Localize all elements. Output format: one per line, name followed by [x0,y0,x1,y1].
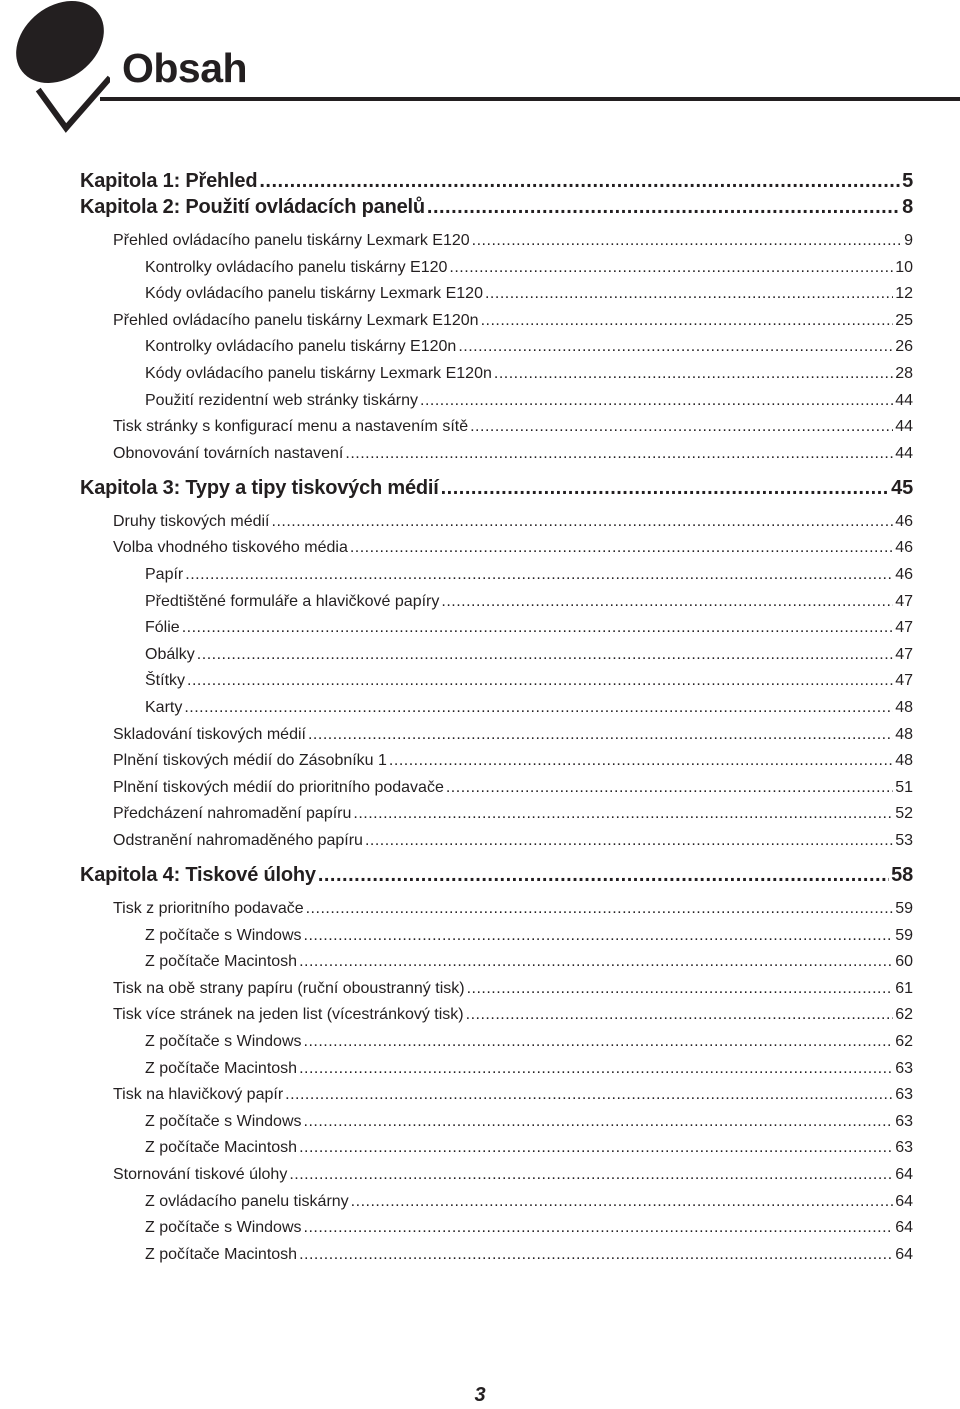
toc-entry-title: Kapitola 1: Přehled [80,170,258,192]
toc-item[interactable] [145,593,913,611]
page-title: Obsah [122,45,248,91]
toc-dot-leader [197,646,893,664]
toc-item[interactable] [113,779,913,797]
toc-item[interactable] [145,1193,913,1211]
toc-entry-page: 46 [895,512,913,530]
toc-item[interactable] [113,445,913,463]
toc-item[interactable] [145,365,913,383]
toc-entry-page: 47 [895,619,913,637]
toc-item[interactable] [145,1246,913,1264]
toc-item[interactable] [113,418,913,436]
toc-entry-title: Kapitola 4: Tiskové úlohy [80,864,316,886]
toc-entry-page: 64 [895,1192,913,1210]
toc-entry-title: Fólie [145,619,180,637]
toc-dot-leader [350,539,893,557]
toc-entry-title: Karty [145,699,183,716]
toc-dot-leader [289,1166,893,1184]
toc-entry-title: Kontrolky ovládacího panelu tiskárny E120n [145,338,457,356]
toc-dot-leader [304,1219,894,1237]
toc-item[interactable] [113,312,913,330]
toc-entry-page: 48 [895,725,913,743]
toc-item[interactable] [113,832,913,850]
toc-entry-title: Z počítače s Windows [145,926,302,944]
toc-entry-page: 9 [904,232,913,249]
toc-item[interactable] [145,338,913,356]
toc-item[interactable] [113,980,913,998]
toc-entry-title: Kódy ovládacího panelu tiskárny Lexmark E120n [145,365,492,382]
toc-entry-page: 28 [895,365,913,382]
toc-dot-leader [299,1060,893,1078]
toc-entry-title: Z počítače Macintosh [145,1245,298,1263]
toc-dot-leader [441,477,890,500]
toc-entry-title: Obálky [145,645,195,663]
toc-dot-leader [182,619,894,637]
toc-dot-leader [481,312,894,330]
toc-entry-title: Skladování tiskových médií [113,725,306,743]
toc-dot-leader [299,1139,893,1157]
toc-dot-leader [184,699,893,717]
toc-item[interactable] [113,805,913,823]
toc-chapter[interactable] [80,864,913,887]
toc-entry-page: 64 [895,1166,913,1183]
toc-dot-leader [345,445,893,463]
toc-entry-page: 59 [895,900,913,917]
toc-entry-title: Z počítače s Windows [145,1219,302,1237]
toc-entry-page: 47 [895,672,913,690]
toc-dot-leader [308,726,893,744]
toc-entry-title: Obnovování továrních nastavení [113,444,344,462]
toc-dot-leader [351,1193,894,1211]
toc-chapter[interactable] [80,196,913,219]
toc-entry-page: 46 [895,566,913,583]
toc-item[interactable] [145,259,913,277]
toc-entry-title: Tisk na hlavičkový papír [113,1086,284,1104]
toc-item[interactable] [113,513,913,531]
toc-entry-title: Z počítače Macintosh [145,1139,298,1157]
toc-entry-title: Přehled ovládacího panelu tiskárny Lexmark E120 [113,232,470,249]
toc-entry-page: 63 [895,1112,913,1130]
toc-item[interactable] [145,927,913,945]
toc-entry-page: 48 [895,752,913,770]
toc-entry-title: Předcházení nahromadění papíru [113,805,352,823]
toc-item[interactable] [113,1166,913,1184]
toc-dot-leader [299,1246,893,1264]
toc-entry-page: 8 [902,196,913,218]
toc-dot-leader [494,365,893,383]
toc-dot-leader [304,1033,894,1051]
toc-dot-leader [285,1086,893,1104]
toc-item[interactable] [145,1139,913,1157]
toc-dot-leader [365,832,893,850]
toc-item[interactable] [113,539,913,557]
toc-dot-leader [485,285,893,303]
toc-entry-page: 60 [895,953,913,971]
toc-entry-title: Tisk z prioritního podavače [113,900,304,917]
toc-item[interactable] [145,646,913,664]
toc-entry-title: Z počítače Macintosh [145,953,298,971]
toc-dot-leader [470,418,893,436]
toc-entry-page: 62 [895,1006,913,1024]
toc-dot-leader [306,900,894,918]
toc-dot-leader [449,259,893,277]
toc-entry-page: 63 [895,1139,913,1157]
toc-dot-leader [272,513,894,531]
toc-entry-title: Předtištěné formuláře a hlavičkové papíry [145,592,440,610]
toc-entry-page: 52 [895,805,913,823]
toc-entry-page: 47 [895,645,913,663]
toc-dot-leader [420,392,893,410]
toc-entry-title: Přehled ovládacího panelu tiskárny Lexmark E120n [113,311,479,329]
toc-item[interactable] [145,1060,913,1078]
toc-item[interactable] [145,285,913,303]
toc-entry-title: Odstranění nahromaděného papíru [113,832,363,849]
toc-dot-leader [466,1006,894,1024]
toc-dot-leader [389,752,893,770]
toc-dot-leader [259,170,900,193]
toc-entry-page: 5 [902,170,913,192]
toc-dot-leader [472,232,902,250]
toc-item[interactable] [145,1219,913,1237]
toc-entry-title: Plnění tiskových médií do Zásobníku 1 [113,752,387,770]
toc-entry-title: Kódy ovládacího panelu tiskárny Lexmark E120 [145,285,483,303]
toc-item[interactable] [145,1033,913,1051]
toc-dot-leader [458,338,893,356]
toc-dot-leader [299,953,893,971]
toc-entry-title: Štítky [145,672,186,690]
toc-entry-page: 10 [895,258,913,276]
toc-chapter[interactable] [80,170,913,193]
toc-item[interactable] [113,752,913,770]
toc-entry-page: 47 [895,592,913,610]
toc-entry-title: Z počítače Macintosh [145,1059,298,1077]
toc-entry-title: Volba vhodného tiskového média [113,539,348,557]
toc-dot-leader [353,805,893,823]
page-number: 3 [474,1384,486,1406]
toc-entry-page: 12 [895,285,913,303]
toc-entry-title: Z počítače s Windows [145,1033,302,1050]
toc-entry-title: Z počítače s Windows [145,1112,302,1130]
toc-item[interactable] [145,672,913,690]
toc-dot-leader [304,1113,894,1131]
toc-entry-page: 44 [895,418,913,436]
toc-dot-leader [427,196,900,219]
toc-dot-leader [467,980,894,998]
toc-item[interactable] [145,699,913,717]
toc-entry-page: 53 [895,832,913,849]
toc-entry-page: 61 [895,979,913,997]
toc-item[interactable] [113,232,913,250]
toc-item[interactable] [145,619,913,637]
toc-entry-title: Kapitola 3: Typy a tipy tiskových médií [80,476,439,499]
toc-entry-page: 51 [895,778,913,796]
toc-entry-page: 26 [895,338,913,356]
toc-entry-page: 64 [895,1219,913,1237]
toc-entry-title: Stornování tiskové úlohy [113,1166,288,1183]
toc-entry-page: 46 [895,539,913,557]
toc-entry-page: 59 [895,926,913,944]
toc-entry-title: Tisk stránky s konfigurací menu a nastavením sítě [113,418,469,436]
toc-entry-page: 62 [895,1033,913,1050]
toc-entry-page: 64 [895,1245,913,1263]
toc-item[interactable] [113,1086,913,1104]
toc-entry-page: 63 [895,1086,913,1104]
toc-item[interactable] [113,726,913,744]
toc-entry-page: 44 [895,391,913,409]
toc-entry-title: Z ovládacího panelu tiskárny [145,1192,349,1210]
toc-entry-title: Papír [145,566,184,583]
toc-entry-title: Tisk na obě strany papíru (ruční oboustranný tisk) [113,979,465,997]
toc-item[interactable] [113,900,913,918]
toc-item[interactable] [145,953,913,971]
toc-dot-leader [304,927,894,945]
toc-item[interactable] [113,1006,913,1024]
toc-dot-leader [446,779,893,797]
toc-dot-leader [187,672,893,690]
toc-entry-title: Použití rezidentní web stránky tiskárny [145,391,419,409]
toc-entry-page: 25 [895,311,913,329]
toc-item[interactable] [145,566,913,584]
brand-logo-icon [0,0,110,140]
toc-entry-title: Plnění tiskových médií do prioritního podavače [113,778,444,796]
header-rule [100,97,960,101]
toc-dot-leader [441,593,893,611]
toc-entry-page: 63 [895,1059,913,1077]
toc-dot-leader [318,864,889,887]
toc-entry-title: Kontrolky ovládacího panelu tiskárny E120 [145,258,448,276]
toc-entry-page: 48 [895,699,913,716]
toc-entry-page: 58 [891,864,913,886]
toc-entry-title: Druhy tiskových médií [113,512,270,530]
toc-dot-leader [185,566,893,584]
toc-item[interactable] [145,1113,913,1131]
toc-entry-title: Tisk více stránek na jeden list (vícestránkový tisk) [113,1006,464,1024]
toc-item[interactable] [145,392,913,410]
toc-entry-page: 45 [891,476,913,499]
toc-entry-page: 44 [895,444,913,462]
toc-chapter[interactable] [80,477,913,500]
toc-entry-title: Kapitola 2: Použití ovládacích panelů [80,196,425,218]
